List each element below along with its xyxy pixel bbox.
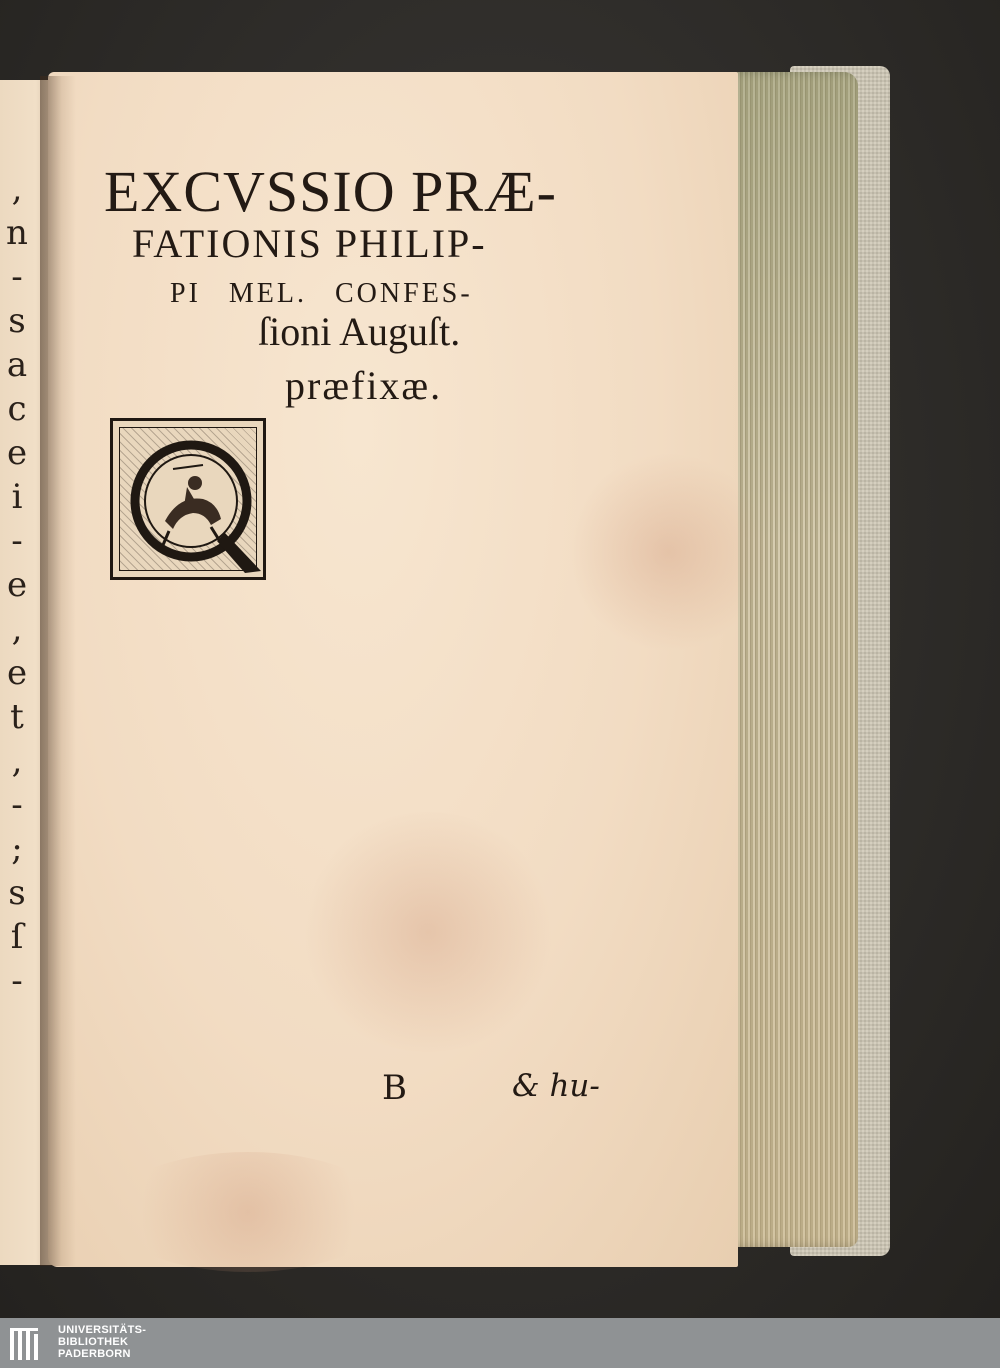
library-logo-icon: [8, 1324, 48, 1364]
left-page-margin-char: ,: [11, 609, 23, 649]
left-page-margin-char: i: [11, 477, 23, 517]
left-page-margin-char: e: [6, 565, 28, 605]
title-line-3: PI MEL. CONFES-: [170, 278, 473, 309]
left-page-margin-char: n: [6, 213, 28, 253]
left-page-margin-char: s: [8, 301, 26, 341]
page-block-edges: [726, 72, 858, 1247]
title-line-1: EXCVSSIO PRÆ-: [104, 159, 557, 224]
left-page-margin-char: ſ: [10, 917, 24, 957]
library-name-line-3: PADERBORN: [58, 1348, 131, 1360]
left-page-margin-char: ,: [11, 741, 23, 781]
gutter-shadow: [40, 76, 76, 1266]
left-page-margin-char: c: [7, 389, 27, 429]
initial-woodcut-icon: [113, 421, 269, 583]
title-line-2: FATIONIS PHILIP-: [132, 221, 487, 266]
title-line-5: præfixæ.: [285, 363, 443, 408]
library-name-line-2: BIBLIOTHEK: [58, 1336, 129, 1348]
left-page-margin-char: s: [8, 873, 26, 913]
left-page-margin-char: ,: [11, 169, 23, 209]
decorated-initial-q: [110, 418, 266, 580]
left-page-margin-char: e: [6, 653, 28, 693]
library-name: [58, 1324, 146, 1360]
left-page-margin-char: a: [6, 345, 28, 385]
left-page-margin-char: -: [11, 785, 23, 825]
library-name-line-1: UNIVERSITÄTS-: [58, 1324, 147, 1336]
catchword: & hu-: [512, 1068, 600, 1104]
signature-mark: B: [382, 1068, 407, 1108]
left-page-margin-char: t: [10, 697, 24, 737]
left-page-margin-char: -: [11, 961, 23, 1001]
left-page-margin-char: -: [11, 521, 23, 561]
left-page-margin-char: ;: [11, 829, 23, 869]
title-line-4: ſioni Auguſt.: [258, 309, 461, 354]
library-bar: [0, 1318, 1000, 1368]
left-page-margin-char: -: [11, 257, 23, 297]
left-page-margin-char: e: [6, 433, 28, 473]
